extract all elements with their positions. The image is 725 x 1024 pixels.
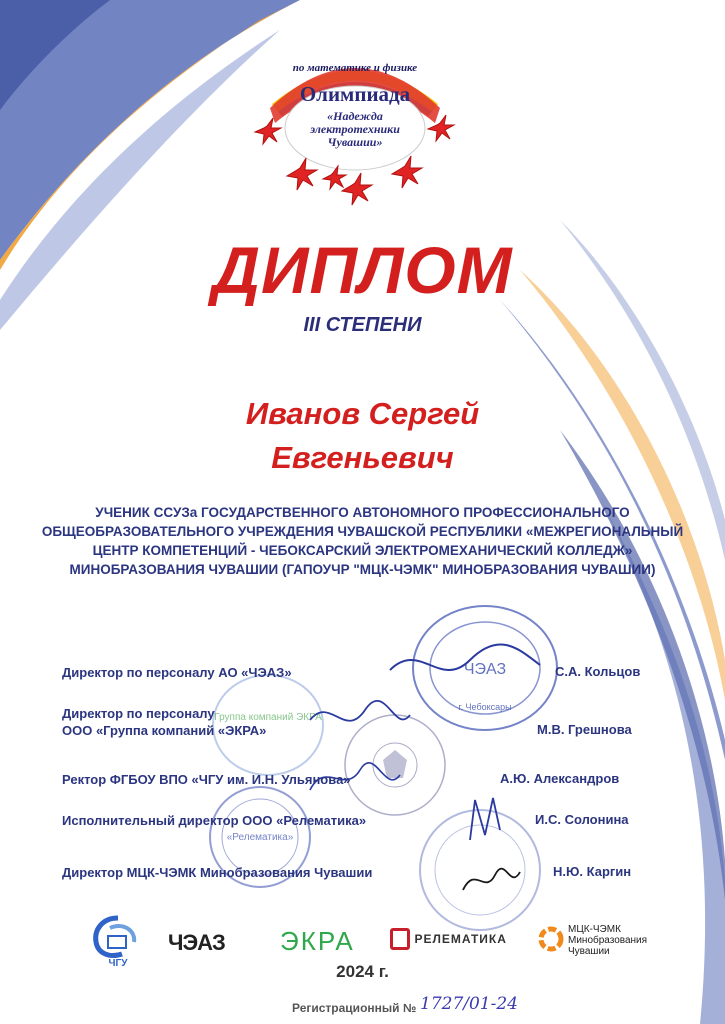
signatory-4-position: Исполнительный директор ООО «Релематика» [62, 813, 367, 828]
mck-logo-line2: Минобразования [568, 935, 648, 946]
diploma-year: 2024 г. [336, 962, 389, 981]
cheaz-stamp-city: г. Чебоксары [458, 702, 512, 712]
emblem-sub-line1: «Надежда [327, 109, 383, 123]
signatory-3-position: Ректор ФГБОУ ВПО «ЧГУ им. И.Н. Ульянова» [62, 772, 351, 787]
signature-solonina [455, 790, 515, 850]
relematika-icon [390, 928, 410, 950]
signatory-2-position [62, 705, 266, 739]
signatory-5-position: Директор МЦК-ЧЭМК Минобразования Чувашии [62, 865, 373, 880]
mck-logo-text [568, 924, 688, 957]
cheaz-logo: ЧЭАЗ [168, 930, 225, 955]
emblem-subtitle [245, 110, 465, 149]
signatory-1-position: Директор по персоналу АО «ЧЭАЗ» [62, 665, 292, 680]
registration-label: Регистрационный № [292, 1001, 417, 1015]
recipient-name-line2: Евгеньевич [271, 440, 454, 475]
diploma-degree: III СТЕПЕНИ [303, 314, 422, 336]
signatory-5-name: Н.Ю. Каргин [553, 864, 632, 879]
registration-number: 1727/01-24 [420, 994, 518, 1014]
mck-logo-icon [538, 926, 564, 952]
signature-greshnova [300, 690, 420, 750]
recipient-name [0, 392, 725, 480]
signatory-2-position-line1: Директор по персоналу [62, 706, 215, 721]
ekra-logo: ЭКРА [280, 926, 355, 956]
emblem-top-text: по математике и физике [292, 62, 418, 74]
emblem-title: Олимпиада [299, 82, 411, 106]
signatory-3-name: А.Ю. Александров [500, 771, 620, 786]
relematika-logo-text: РЕЛЕМАТИКА [414, 932, 507, 946]
emblem-sub-line2: электротехники [310, 122, 400, 136]
chgu-logo-text: ЧГУ [108, 958, 128, 969]
mck-logo-line3: Чувашии [568, 946, 610, 957]
emblem-sub-line3: Чувашии» [327, 135, 383, 149]
ekra-stamp-text: Группа компаний ЭКРА [214, 712, 322, 723]
signature-kargin [455, 860, 525, 900]
cheaz-stamp-text: ЧЭАЗ [463, 661, 507, 678]
signatory-4-name: И.С. Солонина [535, 812, 629, 827]
olympiad-emblem [245, 48, 465, 208]
relematika-stamp-text: «Релематика» [226, 832, 294, 843]
signatory-2-position-line2: ООО «Группа компаний «ЭКРА» [62, 723, 267, 738]
signatory-2-name: М.В. Грешнова [537, 722, 632, 737]
mck-logo-line1: МЦК-ЧЭМК [568, 924, 621, 935]
recipient-description: УЧЕНИК ССУЗа ГОСУДАРСТВЕННОГО АВТОНОМНОГО ПРОФЕССИОНАЛЬНОГО ОБЩЕОБРАЗОВАТЕЛЬНОГО УЧРЕЖДЕНИЯ ЧУВАШСКОЙ РЕСПУБЛИКИ «МЕЖРЕГИОНАЛЬНЫЙ ЦЕНТР КОМПЕТЕНЦИЙ - ЧЕБОКСАРСКИЙ ЭЛЕКТРОМЕХАНИЧЕСКИЙ КОЛЛЕДЖ» МИНОБРАЗОВАНИЯ ЧУВАШИИ (ГАПОУЧР "МЦК-ЧЭМК" МИНОБРАЗОВАНИЯ ЧУВАШИИ) [41, 505, 684, 577]
recipient-name-line1: Иванов Сергей [245, 396, 480, 431]
diploma-title: ДИПЛОМ [212, 233, 513, 307]
relematika-logo [390, 928, 507, 950]
signatory-1-name: С.А. Кольцов [555, 664, 641, 679]
